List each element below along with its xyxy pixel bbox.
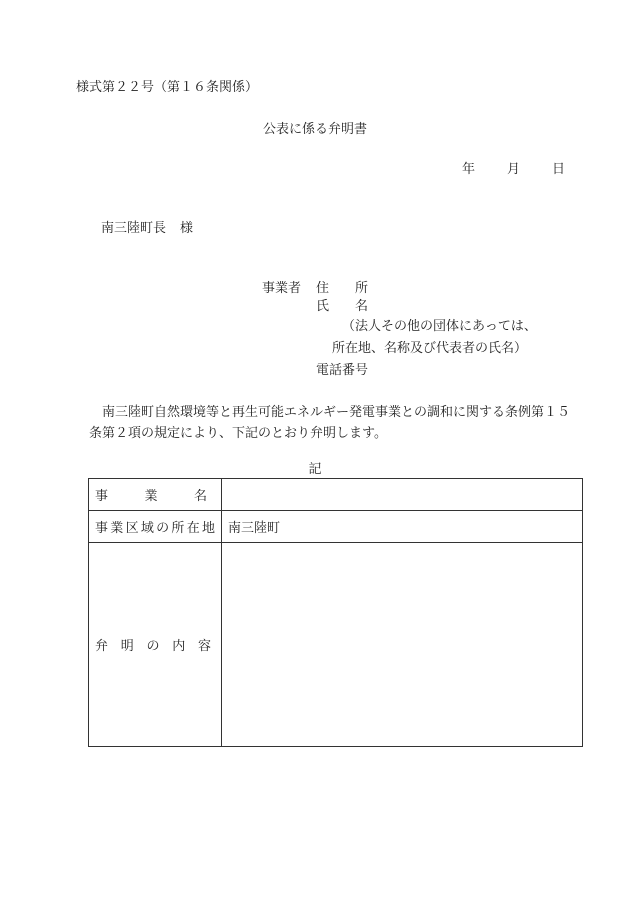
label-char: 業 bbox=[144, 489, 158, 504]
value-business-area[interactable]: 南三陸町 bbox=[222, 511, 583, 543]
table-row bbox=[89, 543, 583, 747]
label-char: の bbox=[156, 521, 170, 536]
label-char: 内 bbox=[172, 639, 186, 654]
table-row bbox=[89, 479, 583, 511]
value-explanation-content[interactable] bbox=[222, 543, 583, 747]
label-char: の bbox=[146, 639, 160, 654]
applicant-note-line1: （法人その他の団体にあっては、 bbox=[342, 319, 537, 334]
applicant-address-row bbox=[262, 281, 562, 299]
date-month: 月 bbox=[507, 162, 521, 177]
label-char: 域 bbox=[140, 521, 154, 536]
form-table bbox=[88, 478, 583, 747]
applicant-name-row bbox=[262, 299, 562, 317]
phone-label: 電話番号 bbox=[316, 363, 369, 378]
address-label: 住 所 bbox=[316, 281, 369, 296]
label-char: 地 bbox=[201, 521, 215, 536]
label-char: 容 bbox=[197, 639, 211, 654]
applicant-block bbox=[262, 281, 562, 378]
label-business-area bbox=[89, 511, 222, 543]
label-explanation-content bbox=[89, 543, 222, 747]
label-char: 所 bbox=[171, 521, 185, 536]
date-year: 年 bbox=[462, 162, 476, 177]
addressee-name: 南三陸町長 bbox=[101, 221, 167, 236]
document-title: 公表に係る弁明書 bbox=[262, 122, 367, 137]
body-line-1: 南三陸町自然環境等と再生可能エネルギー発電事業との調和に関する条例第１５ bbox=[102, 405, 571, 420]
label-char: 明 bbox=[120, 639, 134, 654]
label-char: 在 bbox=[186, 521, 200, 536]
label-char: 業 bbox=[110, 521, 124, 536]
label-char: 名 bbox=[193, 489, 207, 504]
label-char: 事 bbox=[95, 521, 109, 536]
applicant-note-line2: 所在地、名称及び代表者の氏名） bbox=[332, 341, 528, 356]
label-char: 区 bbox=[125, 521, 139, 536]
ki-heading: 記 bbox=[308, 462, 322, 477]
label-char: 事 bbox=[95, 489, 109, 504]
addressee bbox=[101, 221, 193, 237]
form-number: 様式第２２号（第１６条関係） bbox=[76, 80, 259, 95]
value-business-name[interactable] bbox=[222, 479, 583, 511]
addressee-honorific: 様 bbox=[180, 221, 194, 236]
date-line bbox=[462, 162, 565, 178]
applicant-role: 事業者 bbox=[262, 281, 302, 296]
label-business-name bbox=[89, 479, 222, 511]
date-day: 日 bbox=[552, 162, 566, 177]
body-line-2: 条第２項の規定により、下記のとおり弁明します。 bbox=[89, 426, 387, 441]
body-text bbox=[89, 402, 589, 444]
table-row bbox=[89, 511, 583, 543]
name-label: 氏 名 bbox=[316, 299, 369, 314]
label-char: 弁 bbox=[95, 639, 109, 654]
